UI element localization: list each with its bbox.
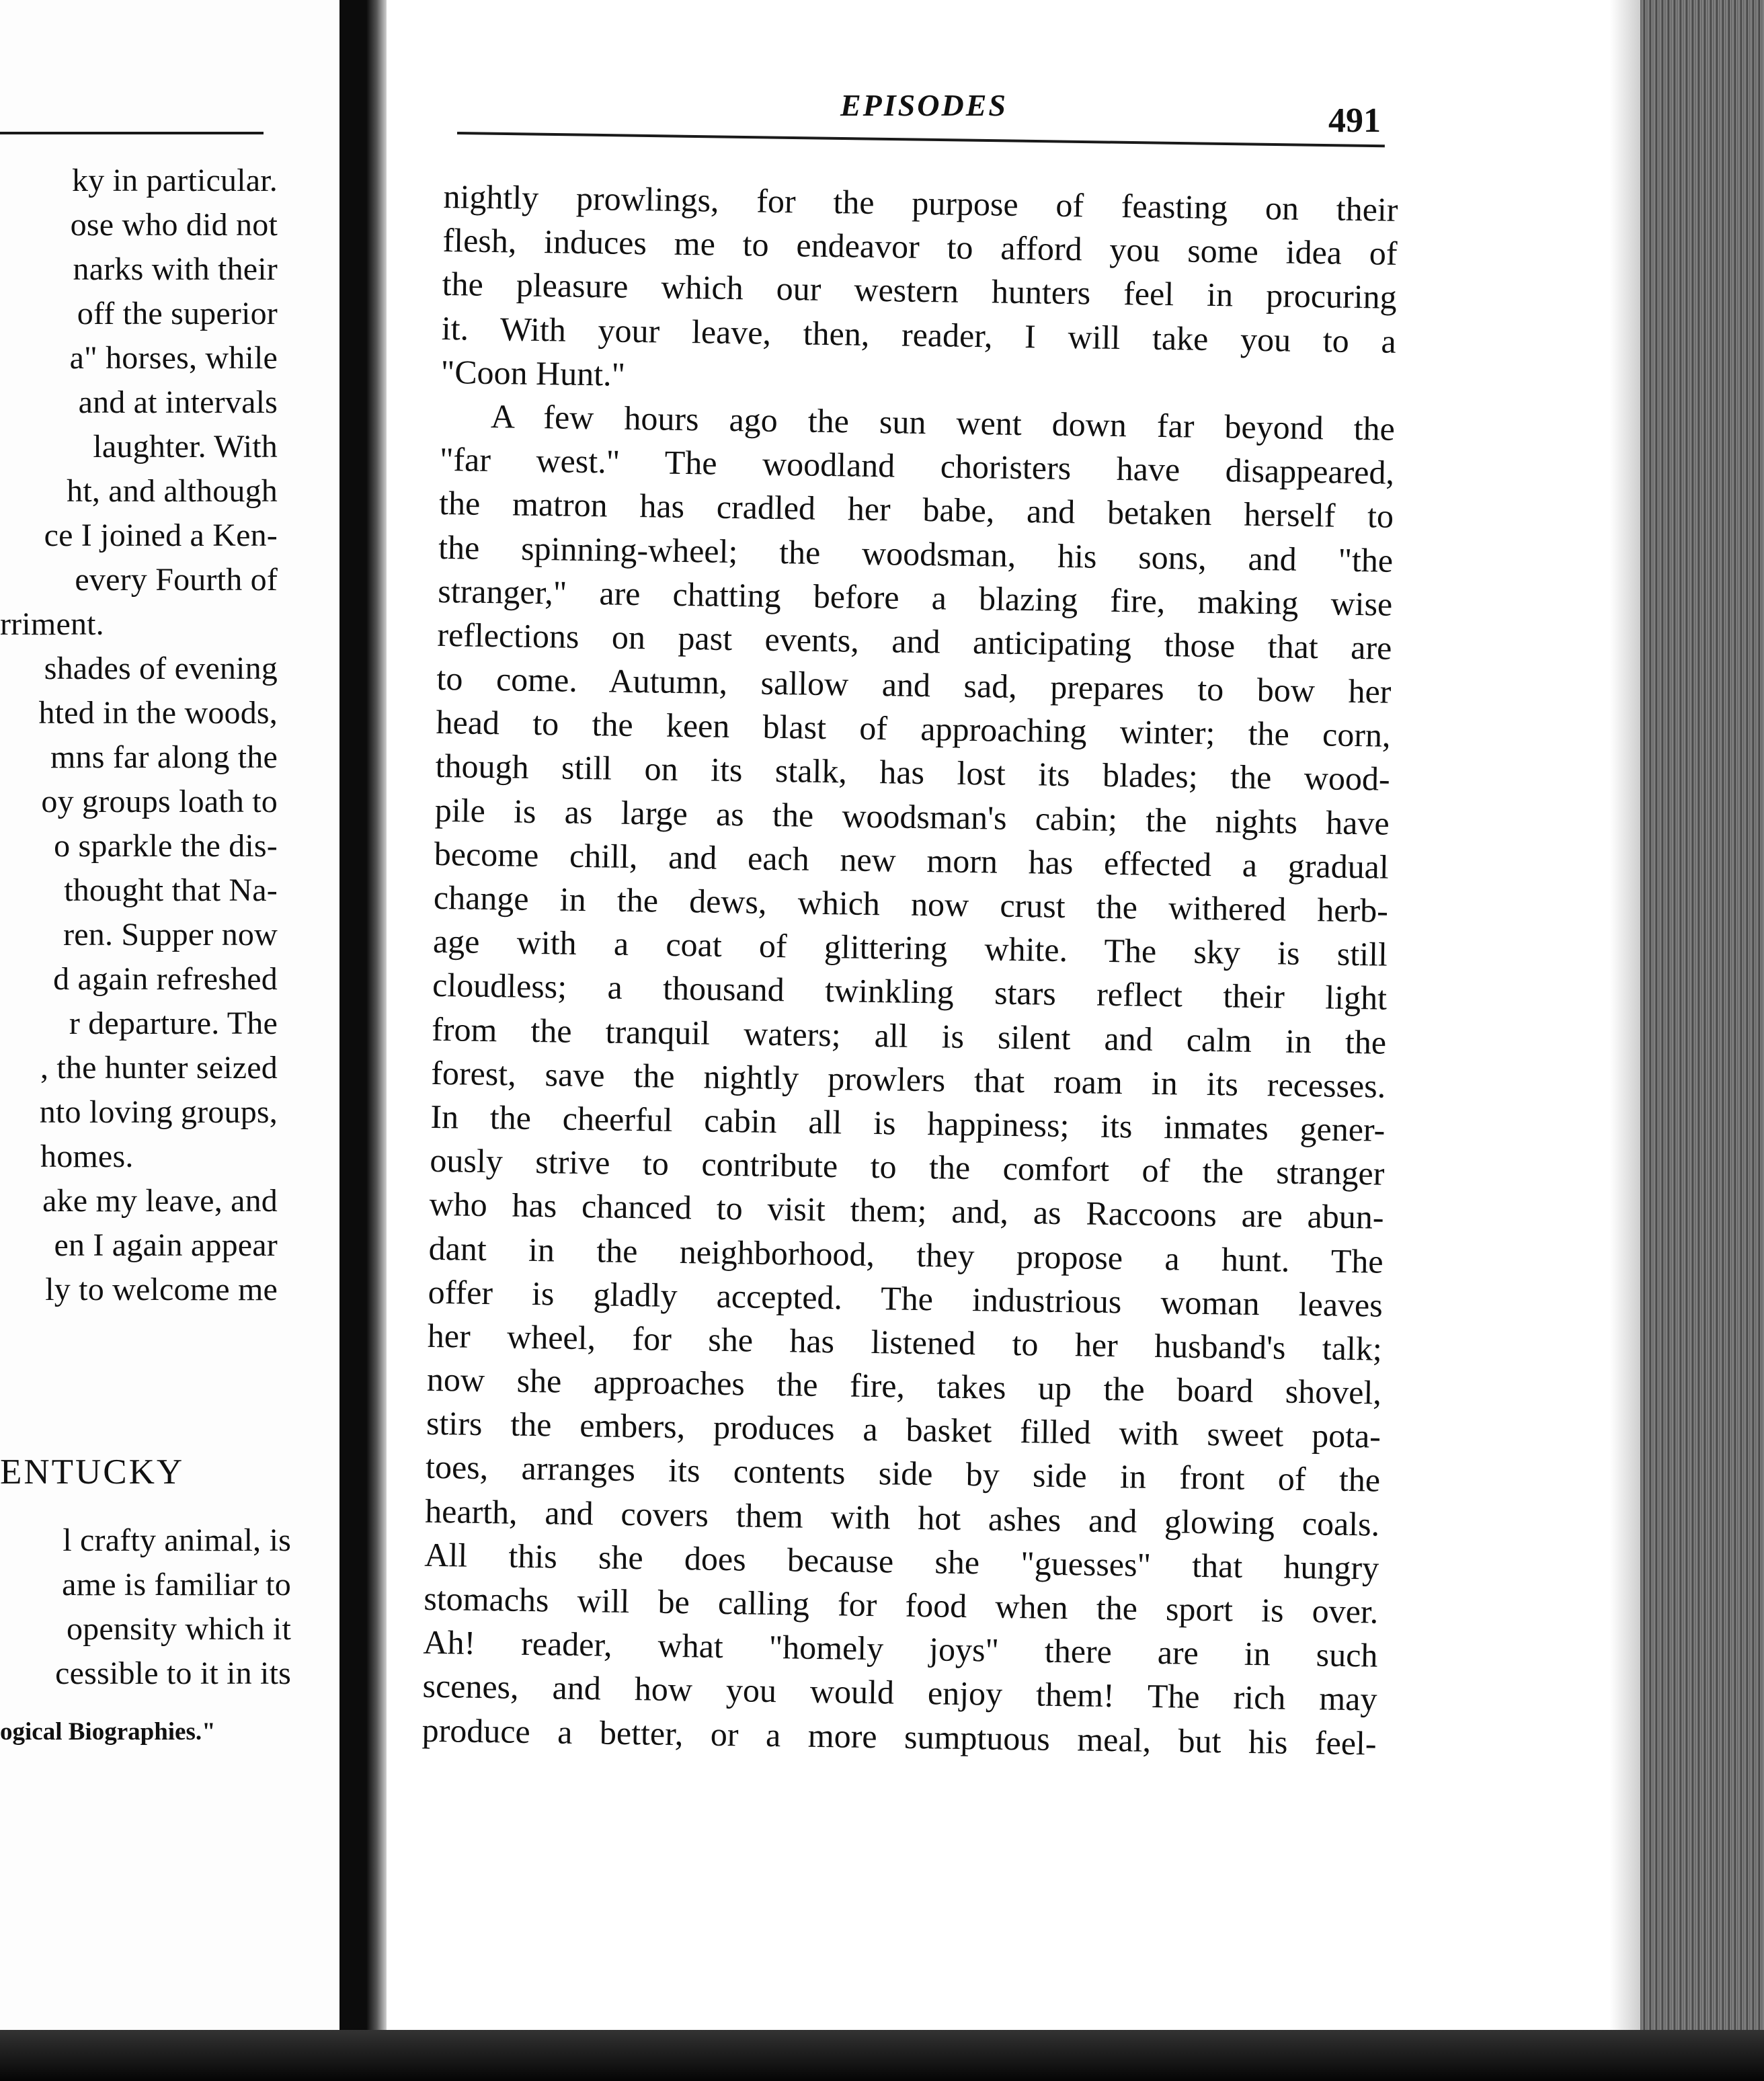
text-line: dant in the neighborhood, they propose a hunt. The	[428, 1229, 1384, 1280]
left-line: a" horses, while	[69, 340, 278, 376]
left-header-rule	[0, 132, 264, 134]
left-page	[0, 0, 339, 2081]
left-line: ren. Supper now	[63, 917, 278, 952]
left-line: , the hunter seized	[40, 1050, 278, 1086]
left-line: and at intervals	[78, 384, 278, 420]
body-text	[422, 175, 1398, 1765]
book-gutter	[339, 0, 366, 2081]
text-line: her wheel, for she has listened to her husband's talk;	[427, 1316, 1383, 1368]
text-line: forest, save the nightly prowlers that roam in its recesses.	[430, 1053, 1386, 1105]
text-line: hearth, and covers them with hot ashes and glowing coals.	[424, 1492, 1380, 1543]
text-line: All this she does because she "guesses" that hungry	[424, 1535, 1379, 1587]
left-line: ky in particular.	[72, 163, 278, 198]
left-line: opensity which it	[66, 1611, 291, 1647]
left-line: laughter. With	[93, 429, 278, 464]
left-line: ose who did not	[70, 207, 278, 243]
bottom-edge	[0, 2030, 1764, 2081]
left-footnote: ogical Biographies."	[0, 1718, 216, 1746]
left-line: oy groups loath to	[41, 784, 278, 819]
left-line: cessible to it in its	[55, 1656, 291, 1691]
text-line: from the tranquil waters; all is silent and calm in the	[431, 1010, 1387, 1061]
text-line: "Coon Hunt."	[440, 352, 626, 393]
text-line: toes, arranges its contents side by side in front of the	[425, 1448, 1381, 1500]
text-line: become chill, and each new morn has effected a gradual	[434, 834, 1390, 886]
text-line: stomachs will be calling for food when the sport is over.	[424, 1579, 1379, 1631]
left-line: homes.	[40, 1139, 134, 1174]
text-line: pile is as large as the woodsman's cabin; the nights have	[434, 790, 1390, 842]
text-line: age with a coat of glittering white. The sky is still	[432, 922, 1388, 973]
left-line: ake my leave, and	[42, 1183, 278, 1219]
left-line: rriment.	[0, 606, 104, 642]
text-line: to come. Autumn, sallow and sad, prepares to bow her	[436, 659, 1392, 710]
text-line: scenes, and how you would enjoy them! The rich may	[422, 1667, 1377, 1718]
text-line: A few hours ago the sun went down far beyond the	[490, 397, 1396, 448]
text-line: ously strive to contribute to the comfort of the stranger	[430, 1141, 1385, 1192]
text-line: the matron has cradled her babe, and betaken herself to	[438, 484, 1394, 536]
text-line: offer is gladly accepted. The industrious woman leaves	[428, 1272, 1384, 1324]
text-line: stirs the embers, produces a basket filled with sweet pota-	[426, 1404, 1381, 1455]
page-edge-shadow	[1610, 0, 1644, 2081]
left-line: d again refreshed	[53, 961, 278, 997]
left-line: ly to welcome me	[45, 1272, 278, 1307]
left-line: off the superior	[77, 296, 278, 331]
page-number: 491	[1328, 101, 1381, 140]
left-line: shades of evening	[44, 651, 278, 686]
text-line: the spinning-wheel; the woodsman, his sons, and "the	[438, 528, 1394, 579]
left-line: thought that Na-	[64, 872, 278, 908]
page-edges	[1640, 0, 1764, 2081]
left-line: ce I joined a Ken-	[44, 518, 278, 553]
text-line: cloudless; a thousand twinkling stars reflect their light	[432, 966, 1388, 1018]
header-rule	[457, 132, 1385, 147]
text-line: stranger," are chatting before a blazing fire, making wise	[437, 571, 1393, 623]
text-line: nightly prowlings, for the purpose of feasting on their	[443, 177, 1398, 229]
left-line: narks with their	[73, 251, 278, 287]
text-line: the pleasure which our western hunters feel in procuring	[442, 265, 1397, 317]
left-line: mns far along the	[50, 739, 278, 775]
left-line: ht, and although	[67, 473, 278, 509]
text-line: "far west." The woodland choristers have disappeared,	[439, 440, 1395, 491]
text-line: Ah! reader, what "homely joys" there are in such	[423, 1623, 1378, 1674]
text-line: reflections on past events, and anticipating those that are	[437, 615, 1392, 667]
left-line: every Fourth of	[75, 562, 278, 598]
left-line: o sparkle the dis-	[54, 828, 278, 864]
text-line: it. With your leave, then, reader, I will take you to a	[441, 309, 1397, 360]
text-line: head to the keen blast of approaching winter; the corn,	[436, 703, 1391, 754]
text-line: though still on its stalk, has lost its blades; the wood-	[435, 747, 1390, 799]
left-line: ame is familiar to	[62, 1567, 291, 1602]
text-line: who has chanced to visit them; and, as Raccoons are abun-	[429, 1185, 1384, 1236]
left-line: en I again appear	[54, 1227, 278, 1263]
running-head: EPISODES	[840, 88, 1008, 122]
text-line: now she approaches the fire, takes up the board shovel,	[426, 1360, 1382, 1412]
text-line: In the cheerful cabin all is happiness; its inmates gener-	[430, 1097, 1386, 1149]
left-section-heading: ENTUCKY	[0, 1453, 185, 1492]
text-line: flesh, induces me to endeavor to afford you some idea of	[442, 221, 1398, 273]
left-line: r departure. The	[69, 1006, 278, 1041]
left-line: l crafty animal, is	[63, 1522, 291, 1558]
left-line: hted in the woods,	[38, 695, 278, 731]
text-line: produce a better, or a more sumptuous meal, but his feel-	[422, 1711, 1377, 1762]
text-line: change in the dews, which now crust the withered herb-	[433, 878, 1389, 930]
gutter-shadow	[366, 0, 387, 2081]
left-line: nto loving groups,	[39, 1094, 278, 1130]
